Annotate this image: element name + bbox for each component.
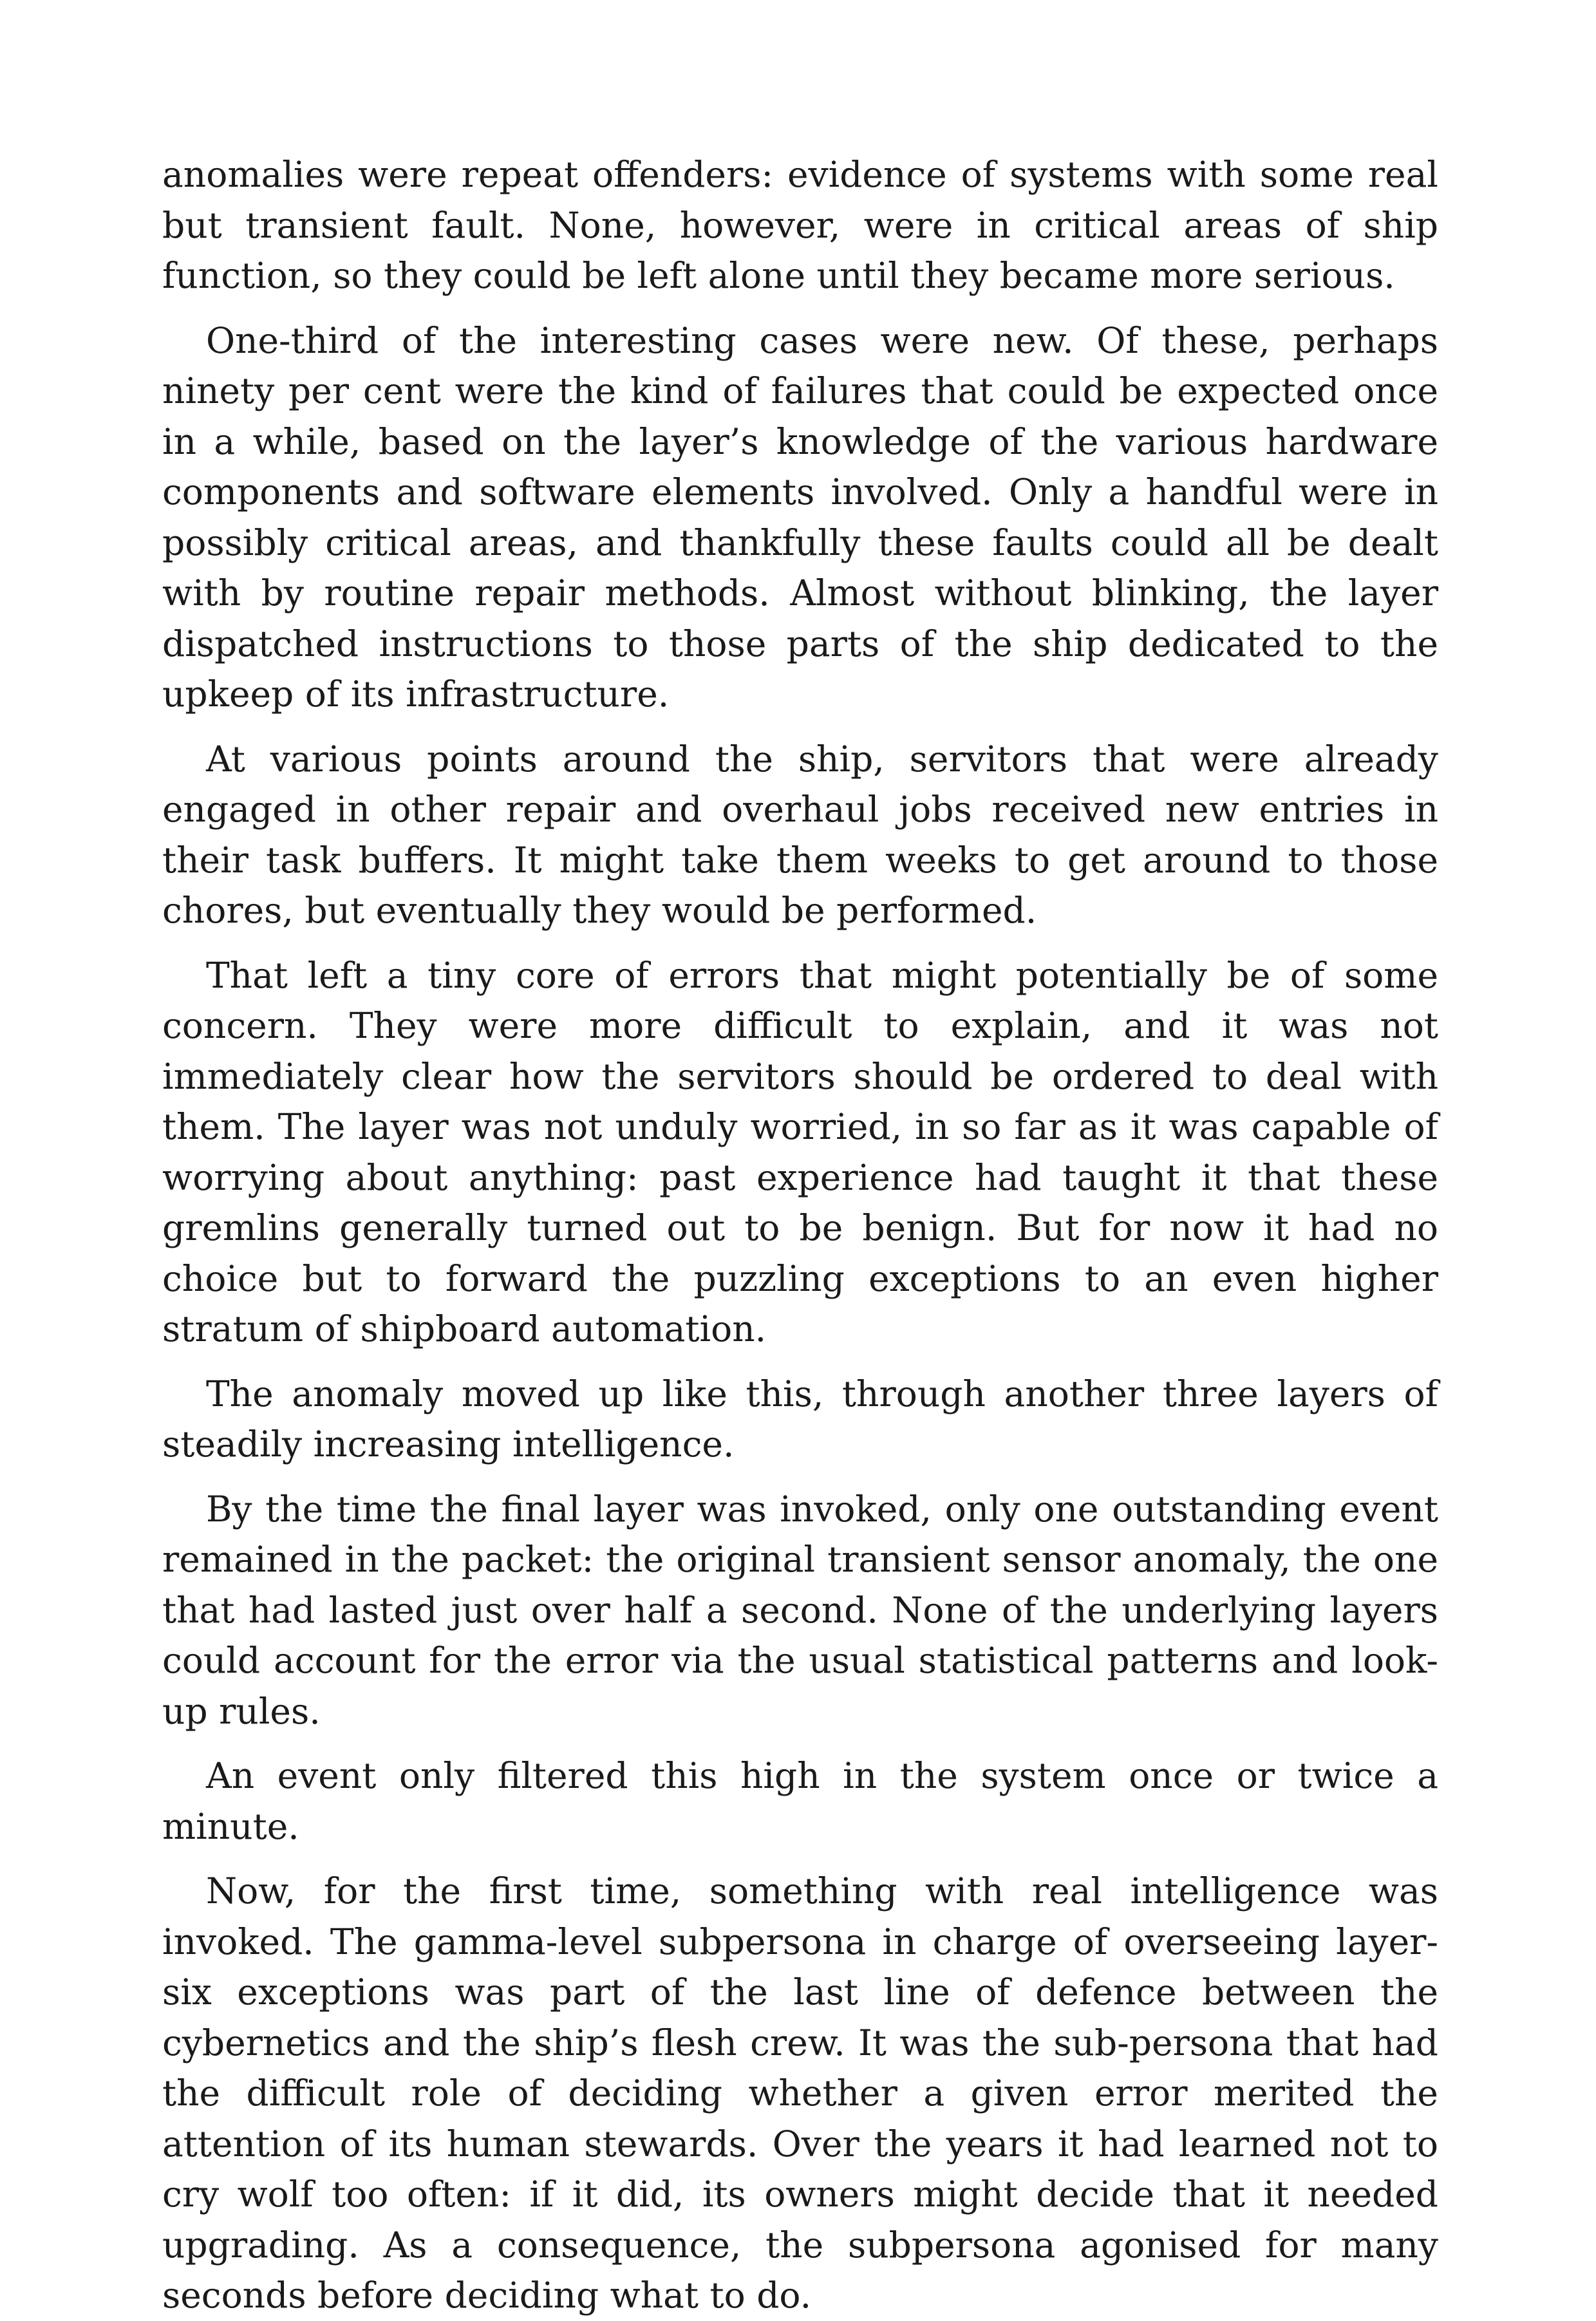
page-body bbox=[162, 149, 1438, 2316]
paragraph: An event only filtered this high in the system once or twice a minute. bbox=[162, 1755, 1438, 1847]
paragraph: One-third of the interesting cases were new. Of these, perhaps ninety per cent were the kind of failures that could be expected once in a while, based on the layer’s knowledge of the various hardware components and software elements involved. Only a handful were in possibly critical areas, and thankfully these faults could all be dealt with by routine repair methods. Almost without blinking, the layer dispatched instructions to those parts of the ship dedicated to the upkeep of its infrastructure. bbox=[162, 319, 1438, 715]
paragraph: At various points around the ship, servitors that were already engaged in other repair and overhaul jobs received new entries in their task buffers. It might take them weeks to get around to those chores, but eventually they would be performed. bbox=[162, 738, 1438, 931]
paragraph: By the time the final layer was invoked, only one outstanding event remained in the packet: the original transient sensor anomaly, the one that had lasted just over half a second. None of the underlying layers could account for the error via the usual statistical patterns and look-up rules. bbox=[162, 1488, 1438, 1732]
paragraph: The anomaly moved up like this, through another three layers of steadily increasing intelligence. bbox=[162, 1373, 1438, 1465]
paragraph-continued: anomalies were repeat offenders: evidence of systems with some real but transient fault. None, however, were in critical areas of ship function, so they could be left alone until they became more serious. bbox=[162, 154, 1438, 296]
paragraph: Now, for the first time, something with real intelligence was invoked. The gamma-level subpersona in charge of overseeing layer-six exceptions was part of the last line of defence between the cybernetics and the ship’s flesh crew. It was the sub-persona that had the difficult role of deciding whether a given error merited the attention of its human stewards. Over the years it had learned not to cry wolf too often: if it did, its owners might decide that it needed upgrading. As a consequence, the subpersona agonised for many seconds before deciding what to do. bbox=[162, 1870, 1438, 2316]
paragraph: That left a tiny core of errors that might potentially be of some concern. They were more difficult to explain, and it was not immediately clear how the servitors should be ordered to deal with them. The layer was not unduly worried, in so far as it was capable of worrying about anything: past experience had taught it that these gremlins generally turned out to be benign. But for now it had no choice but to forward the puzzling exceptions to an even higher stratum of shipboard automation. bbox=[162, 954, 1438, 1349]
